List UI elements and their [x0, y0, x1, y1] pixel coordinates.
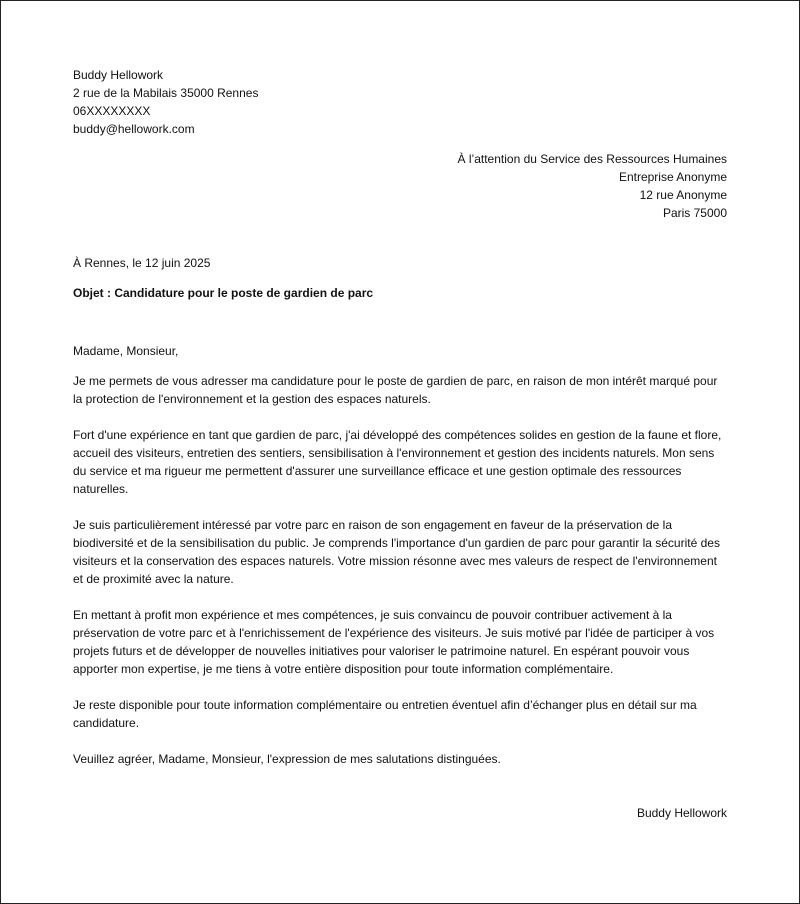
body-paragraph: Fort d'une expérience en tant que gardien de parc, j'ai développé des compétences solides en gestion de la faune et flore, accueil des visiteurs, entretien des sentiers, sensibilisation à l'environnement et gestion des incidents naturels. Mon sens du service et ma rigueur me permettent d'assurer une surveillance efficace et une gestion optimale des ressources naturelles.: [73, 428, 722, 496]
recipient-block: [73, 150, 727, 222]
closing-paragraph: Veuillez agréer, Madame, Monsieur, l'expression de mes salutations distinguées.: [73, 752, 501, 766]
recipient-attention: À l’attention du Service des Ressources Humaines: [457, 152, 727, 166]
body-paragraph: Je me permets de vous adresser ma candidature pour le poste de gardien de parc, en raison de mon intérêt marqué pour la protection de l'environnement et la gestion des espaces naturels.: [73, 374, 718, 406]
sender-email: buddy@hellowork.com: [73, 122, 195, 136]
recipient-company: Entreprise Anonyme: [618, 170, 727, 184]
date-line: À Rennes, le 12 juin 2025: [73, 256, 211, 270]
sender-block: [73, 66, 727, 138]
letter-content: [73, 66, 727, 822]
sender-address: 2 rue de la Mabilais 35000 Rennes: [73, 86, 259, 100]
recipient-street: 12 rue Anonyme: [639, 188, 727, 202]
body-paragraph: Je reste disponible pour toute information complémentaire ou entretien éventuel afin d’échanger plus en détail sur ma candidature.: [73, 698, 697, 730]
subject-line: Objet : Candidature pour le poste de gardien de parc: [73, 286, 374, 300]
sender-phone: 06XXXXXXXX: [73, 104, 151, 118]
greeting: Madame, Monsieur,: [73, 344, 179, 358]
body-paragraph: Je suis particulièrement intéressé par votre parc en raison de son engagement en faveur de la préservation de la biodiversité et de la sensibilisation du public. Je comprends l'importance d'un gardien de parc pour garantir la sécurité des visiteurs et la conservation des espaces naturels. Votre mission résonne avec mes valeurs de respect de l'environnement et de proximité avec la nature.: [73, 518, 720, 586]
recipient-city: Paris 75000: [662, 206, 727, 220]
signature: Buddy Hellowork: [636, 806, 727, 820]
sender-name: Buddy Hellowork: [73, 68, 164, 82]
body-paragraph: En mettant à profit mon expérience et mes compétences, je suis convaincu de pouvoir contribuer activement à la préservation de votre parc et à l'enrichissement de l'expérience des visiteurs. Je suis motivé par l'idée de participer à vos projets futurs et de développer de nouvelles initiatives pour valoriser le patrimoine naturel. En espérant pouvoir vous apporter mon expertise, je me tiens à votre entière disposition pour toute information complémentaire.: [73, 608, 715, 676]
